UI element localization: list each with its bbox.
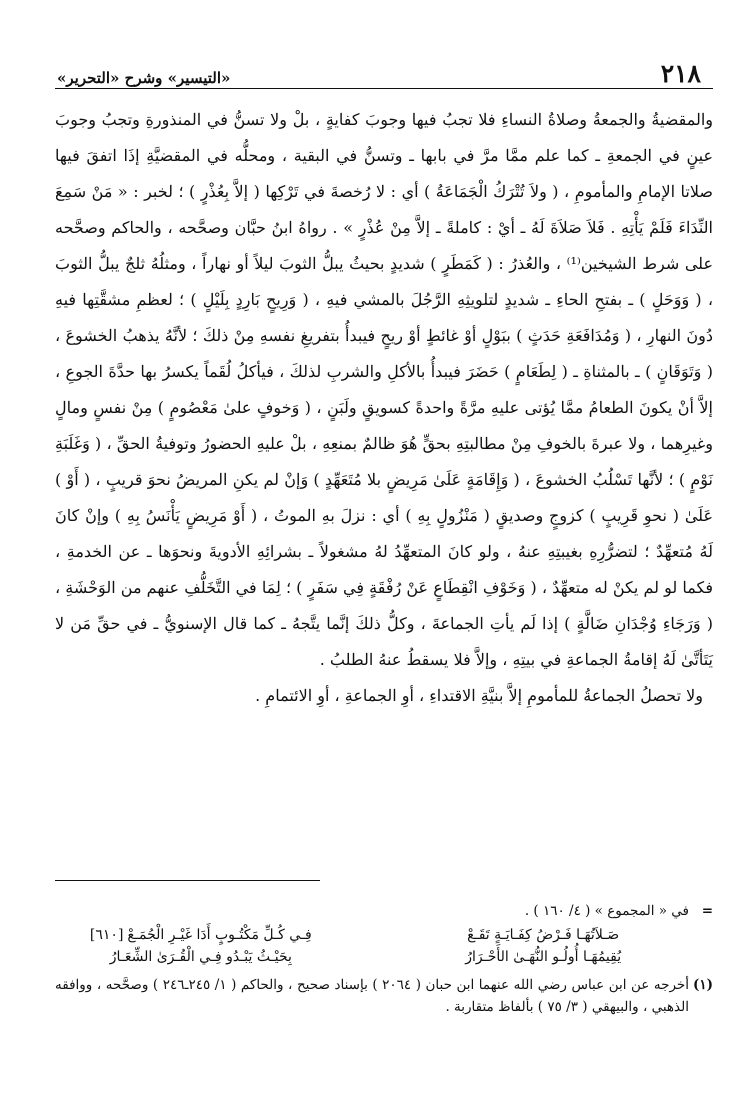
right-hemistich: صَـلاَتُهَـا فَـرْضُ كِفَـايَـةٍ تَقَـعْ (467, 927, 620, 943)
continuation-marker: = (701, 903, 713, 919)
poem-verse (55, 924, 689, 946)
poem-verse (55, 946, 689, 968)
verse-number: [٦١٠] (89, 927, 124, 943)
book-page (55, 50, 713, 1090)
footnote-continuation (55, 900, 713, 922)
running-title: «التيسير» وشرح «التحرير» (57, 69, 231, 87)
continuation-text: في « المجموع » ( ٤/ ١٦٠ ) . (524, 903, 689, 919)
body-paragraph: ولا تحصلُ الجماعةُ للمأمومِ إلاَّ بنيَّةِ الاقتداءِ ، أوِ الجماعةِ ، أوِ الائتمامِ . (255, 686, 703, 705)
page-number: ٢١٨ (660, 59, 701, 88)
hemistich-text: بِحَيْـثُ يَبْـدُو فِـي الْقُـرَىٰ الشِّعَـارُ (109, 949, 292, 965)
left-hemistich (55, 924, 347, 946)
right-hemistich: يُقِيمُهَـا أُولُـو النُّهَـىٰ الأَحْـرَارُ (465, 949, 622, 965)
footnote-poem (55, 924, 713, 968)
page-header (55, 54, 713, 86)
footnotes (55, 900, 713, 1018)
footnote-1-marker: (١) (692, 977, 713, 993)
header-rule (55, 88, 713, 89)
hemistich-text: فِـي كُـلِّ مَكْتُـوبٍ أَدَا غَيْـرِ الْجُمَـعْ (127, 927, 312, 943)
footnote-rule (55, 880, 320, 881)
body-paragraph: والمقضيةُ والجمعةُ وصلاةُ النساءِ فلا تجبُ فيها وجوبَ كفايةٍ ، بلْ ولا تسنُّ في المنذورةِ وتجبُ وجوبَ عينٍ في الجمعةِ ـ كما علم ممَّا مرَّ في بابها ـ وتسنُّ في البقية ، ومحلُّه في المقضيَّةِ إذَا اتفقَ فيها صلاتا الإمامِ والمأمومِ ، ( ولاَ تُتْرَكُ الْجَمَاعَةُ ) أي : لا رُخصةَ في تَرْكِها ( إلاَّ بِعُذْرٍ ) ؛ لخبر : « مَنْ سَمِعَ النِّدَاءَ فَلَمْ يَأْتِهِ . فَلاَ صَلاَةَ لَهُ ـ أيْ : كاملةً ـ إلاَّ مِنْ عُذْرٍ » . رواهُ ابنُ حبَّان وصحَّحه ، والحاكم وصحَّحه على شرط الشيخين⁽¹⁾ ، والعُذرُ : ( كَمَطَرٍ ) شديدٍ بحيثُ يبلُّ الثوبَ ليلاً أو نهاراً ، ومثلُهُ ثلجٌ يبلُّ الثوبَ ، ( وَوَحَلٍ ) ـ بفتحِ الحاءِ ـ شديدٍ لتلويثِهِ الرَّجُلَ بالمشي فيهِ ، ( وَرِيحٍ بَارِدٍ بِلَيْلٍ ) ؛ لعظمِ مشقَّتِها فيهِ دُونَ النهارِ ، ( وَمُدَافَعَةِ حَدَثٍ ) ببَوْلٍ أوْ غائطٍ أوْ ريحٍ فيبدأُ بتفريغِ نفسهِ مِنْ ذلكَ ؛ لأنَّهُ يذهبُ الخشوعَ ، ( وَتَوَقَانٍ ) ـ بالمثناةِ ـ ( لِطَعَامٍ ) حَضَرَ فيبدأُ بالأكلِ والشربِ لذلكَ ، فيأكلُ لُقَماً يكسرُ بها حدَّةَ الجوعِ ، إلاَّ أنْ يكونَ الطعامُ ممَّا يُؤتى عليهِ مرَّةً واحدةً كسويقٍ ولَبَنٍ ، ( وَخوفٍ علىٰ مَعْصُومٍ ) مِنْ نفسٍ ومالٍ وغيرِهما ، ولا عبرةَ بالخوفِ مِنْ مطالبتِهِ بحقٍّ هُوَ ظالمٌ بمنعِهِ ، بلْ عليهِ الحضورُ وتوفيةُ الحقِّ ، ( وَغَلَبَةِ نَوْمٍ ) ؛ لأنَّها تَسْلُبُ الخشوعَ ، ( وَإِقَامَةٍ عَلَىٰ مَرِيضٍ بلا مُتَعَهِّدٍ ) وَإنْ لم يكنِ المريضُ نحوَ قريبٍ ، ( أَوْ ) عَلَىٰ ( نحوِ قَرِيبٍ ) كزوجٍ وصديقٍ ( مَنْزُولٍ بِهِ ) أي : نزلَ بهِ الموتُ ، ( أَوْ مَرِيضٍ يَأْنَسُ بِهِ ) وإنْ كانَ لَهُ مُتعهِّدٌ ؛ لتضرُّرِهِ بغيبتِهِ عنهُ ، ولو كانَ المتعهِّدُ لهُ مشغولاً ـ بشرائِهِ الأدويةَ ونحوَها ـ عن الخدمةِ ، فكما لو لم يكنْ له متعهِّدٌ ، ( وَخَوْفِ انْقِطَاعٍ عَنْ رُفْقَةٍ فِي سَفَرٍ ) ؛ لِمَا في التَّخَلُّفِ عنهم من الوَحْشَةِ ، ( وَرَجَاءِ وُجْدَانِ ضَالَّةٍ ) إذا لَم يأتِ الجماعةَ ، وكلُّ ذلكَ إنَّما يتَّجهُ ـ كما قال الإسنويُّ ـ في حقِّ مَن لا يَتَأتَّىٰ لَهُ إقامةُ الجماعةِ في بيتِهِ ، وإلاَّ فلا يسقطُ عنهُ الطلبُ . (55, 110, 714, 669)
footnote-1-text: أخرجه عن ابن عباس رضي الله عنهما ابن حبان ( ٢٠٦٤ ) بإسناد صحيح ، والحاكم ( ١/ ٢٤٥ـ٢٤٦ ) وصحَّحه ، ووافقه الذهبي ، والبيهقي ( ٣/ ٧٥ ) بألفاظ متقاربة . (55, 977, 690, 1015)
main-text (55, 102, 713, 714)
left-hemistich (55, 946, 347, 968)
footnote-1 (55, 974, 713, 1018)
